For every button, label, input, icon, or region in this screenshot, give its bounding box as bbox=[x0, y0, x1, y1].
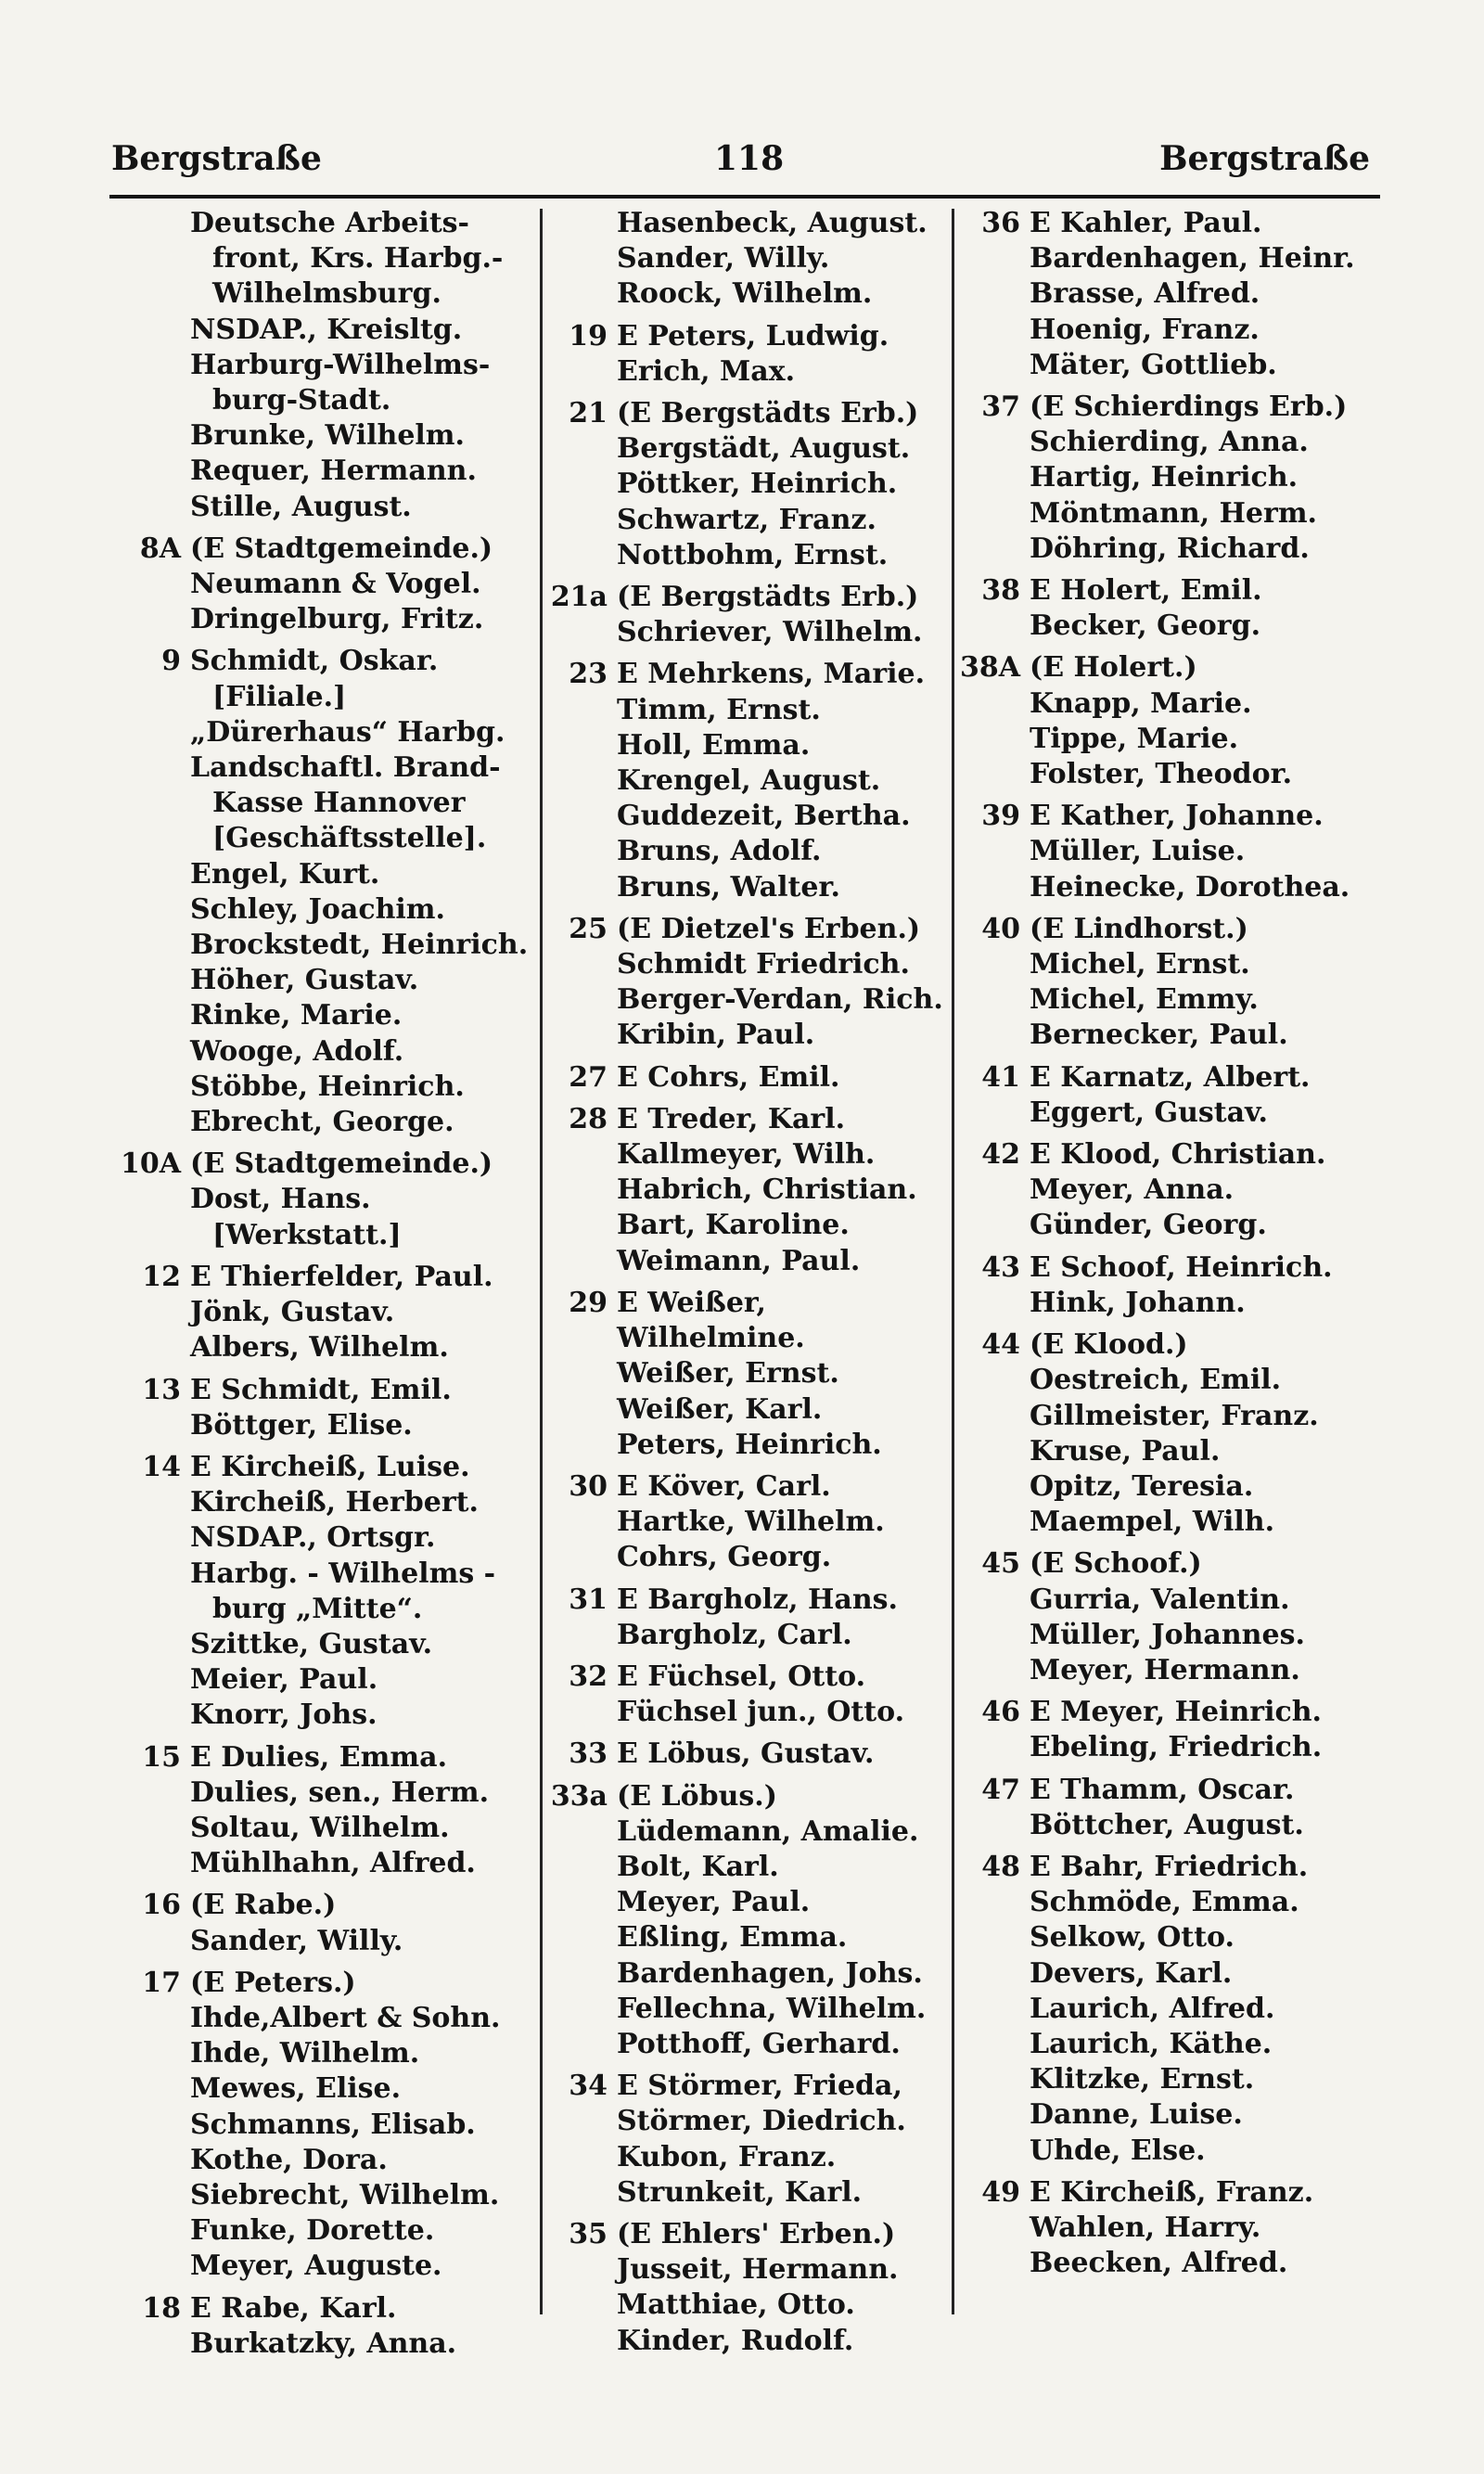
resident-line: E Klood, Christian. bbox=[1030, 1138, 1326, 1172]
resident-line: Brasse, Alfred. bbox=[1030, 277, 1260, 311]
directory-entry bbox=[543, 396, 951, 573]
directory-entry bbox=[955, 206, 1384, 383]
directory-entry bbox=[116, 532, 538, 638]
house-number: 38A bbox=[959, 651, 1020, 685]
house-number: 39 bbox=[981, 800, 1020, 833]
resident-line: Siebrecht, Wilhelm. bbox=[190, 2178, 500, 2211]
resident-line: (E Holert.) bbox=[1030, 651, 1197, 685]
directory-entry bbox=[543, 2217, 951, 2359]
house-number: 49 bbox=[981, 2175, 1020, 2209]
resident-line: Sander, Willy. bbox=[617, 242, 830, 276]
resident-line: Kothe, Dora. bbox=[190, 2143, 388, 2176]
resident-line: Hartig, Heinrich. bbox=[1030, 461, 1298, 494]
resident-line: Neumann & Vogel. bbox=[190, 568, 481, 601]
house-number: 48 bbox=[981, 1850, 1020, 1883]
resident-line: Peters, Heinrich. bbox=[617, 1428, 882, 1461]
directory-entry bbox=[543, 912, 951, 1054]
resident-line: Bruns, Adolf. bbox=[617, 835, 822, 868]
resident-line: Jönk, Gustav. bbox=[190, 1296, 395, 1329]
resident-line: Rinke, Marie. bbox=[190, 999, 403, 1032]
house-number: 25 bbox=[569, 912, 608, 945]
resident-line: Eßling, Emma. bbox=[617, 1921, 848, 1955]
resident-line: Roock, Wilhelm. bbox=[617, 277, 873, 311]
resident-line: [Filiale.] bbox=[212, 680, 347, 713]
resident-line: burg „Mitte“. bbox=[212, 1592, 423, 1625]
resident-line: Müller, Johannes. bbox=[1030, 1618, 1305, 1651]
resident-line: Becker, Georg. bbox=[1030, 609, 1261, 643]
resident-line: Knapp, Marie. bbox=[1030, 686, 1252, 720]
resident-line: (E Schoof.) bbox=[1030, 1547, 1202, 1581]
house-number: 31 bbox=[569, 1583, 608, 1616]
header-street-right: Bergstraße bbox=[1159, 139, 1370, 178]
resident-line: Strunkeit, Karl. bbox=[617, 2175, 863, 2209]
house-number: 36 bbox=[981, 207, 1020, 239]
resident-line: Guddezeit, Bertha. bbox=[617, 800, 911, 833]
resident-line: E Holert, Emil. bbox=[1030, 574, 1262, 608]
resident-line: Habrich, Christian. bbox=[617, 1173, 917, 1207]
resident-line: Schley, Joachim. bbox=[190, 892, 445, 926]
directory-entry bbox=[543, 2069, 951, 2211]
resident-line: (E Bergstädts Erb.) bbox=[617, 397, 919, 430]
house-number: 21a bbox=[550, 581, 608, 614]
resident-line: Pöttker, Heinrich. bbox=[617, 468, 898, 501]
resident-line: Heinecke, Dorothea. bbox=[1030, 870, 1350, 904]
resident-line: Erich, Max. bbox=[617, 354, 796, 388]
resident-line: E Bargholz, Hans. bbox=[617, 1583, 898, 1616]
directory-entry bbox=[116, 1260, 538, 1366]
house-number: 38 bbox=[981, 574, 1020, 608]
resident-line: E Löbus, Gustav. bbox=[617, 1737, 875, 1771]
directory-entry bbox=[543, 1286, 951, 1463]
resident-line: Albers, Wilhelm. bbox=[190, 1331, 449, 1365]
house-number: 13 bbox=[142, 1373, 181, 1406]
resident-line: Stöbbe, Heinrich. bbox=[190, 1070, 465, 1103]
resident-line: Kallmeyer, Wilh. bbox=[617, 1138, 876, 1172]
resident-line: Stille, August. bbox=[190, 490, 412, 523]
directory-entry bbox=[955, 1773, 1384, 1843]
resident-line: Mewes, Elise. bbox=[190, 2072, 402, 2106]
resident-line: E Füchsel, Otto. bbox=[617, 1660, 866, 1693]
house-number: 21 bbox=[569, 397, 608, 430]
resident-line: Schmanns, Elisab. bbox=[190, 2108, 476, 2141]
resident-line: NSDAP., Kreisltg. bbox=[190, 313, 463, 346]
house-number: 12 bbox=[142, 1260, 181, 1293]
resident-line: E Thamm, Oscar. bbox=[1030, 1773, 1295, 1806]
directory-entry bbox=[543, 1660, 951, 1730]
house-number: 33 bbox=[569, 1737, 608, 1771]
house-number: 43 bbox=[981, 1250, 1020, 1284]
house-number: 42 bbox=[981, 1138, 1020, 1172]
resident-line: (E Löbus.) bbox=[617, 1779, 777, 1813]
resident-line: Weißer, Karl. bbox=[617, 1392, 823, 1426]
directory-entry bbox=[955, 912, 1384, 1054]
house-number: 19 bbox=[569, 319, 608, 353]
directory-entry bbox=[955, 1695, 1384, 1765]
house-number: 41 bbox=[981, 1060, 1020, 1094]
resident-line: [Werkstatt.] bbox=[212, 1218, 402, 1251]
column-3 bbox=[955, 206, 1384, 2281]
resident-line: (E Stadtgemeinde.) bbox=[190, 1147, 493, 1181]
column-divider bbox=[952, 209, 954, 2314]
resident-line: Harburg-Wilhelms- bbox=[190, 348, 491, 381]
resident-line: E Karnatz, Albert. bbox=[1030, 1060, 1311, 1094]
house-number: 35 bbox=[569, 2217, 608, 2250]
resident-line: Kasse Hannover bbox=[212, 787, 466, 820]
resident-line: NSDAP., Ortsgr. bbox=[190, 1521, 436, 1555]
resident-line: Höher, Gustav. bbox=[190, 964, 419, 997]
column-2 bbox=[543, 206, 951, 2359]
resident-line: Lüdemann, Amalie. bbox=[617, 1814, 919, 1848]
directory-entry bbox=[116, 206, 538, 525]
resident-line: (E Lindhorst.) bbox=[1030, 912, 1248, 945]
house-number: 46 bbox=[981, 1696, 1020, 1729]
house-number: 18 bbox=[142, 2291, 181, 2325]
house-number: 32 bbox=[569, 1660, 608, 1693]
resident-line: E Kahler, Paul. bbox=[1030, 207, 1262, 239]
resident-line: Holl, Emma. bbox=[617, 728, 811, 762]
resident-line: Sander, Willy. bbox=[190, 1924, 403, 1957]
directory-entry bbox=[116, 644, 538, 1140]
resident-line: E Peters, Ludwig. bbox=[617, 319, 889, 353]
resident-line: front, Krs. Harbg.- bbox=[212, 242, 504, 276]
directory-entry bbox=[955, 573, 1384, 644]
resident-line: Wilhelmsburg. bbox=[212, 277, 441, 311]
resident-line: E Köver, Carl. bbox=[617, 1469, 831, 1503]
resident-line: Tippe, Marie. bbox=[1030, 722, 1239, 755]
directory-entry bbox=[543, 206, 951, 313]
resident-line: Dost, Hans. bbox=[190, 1183, 371, 1216]
resident-line: Mäter, Gottlieb. bbox=[1030, 348, 1277, 381]
house-number: 27 bbox=[569, 1060, 608, 1094]
resident-line: Schmidt, Oskar. bbox=[190, 645, 439, 678]
directory-entry bbox=[955, 1850, 1384, 2169]
resident-line: Mühlhahn, Alfred. bbox=[190, 1847, 476, 1880]
resident-line: Bruns, Walter. bbox=[617, 870, 840, 904]
resident-line: Hoenig, Franz. bbox=[1030, 313, 1260, 346]
resident-line: (E Peters.) bbox=[190, 1966, 356, 1999]
resident-line: Dulies, sen., Herm. bbox=[190, 1775, 490, 1809]
resident-line: „Dürerhaus“ Harbg. bbox=[190, 715, 505, 749]
directory-entry bbox=[116, 1373, 538, 1443]
resident-line: Michel, Ernst. bbox=[1030, 948, 1250, 981]
resident-line: Gillmeister, Franz. bbox=[1030, 1399, 1319, 1432]
house-number: 40 bbox=[981, 912, 1020, 945]
directory-entry bbox=[955, 2175, 1384, 2282]
resident-line: Folster, Theodor. bbox=[1030, 758, 1293, 791]
page-number: 118 bbox=[714, 139, 785, 178]
resident-line: Schriever, Wilhelm. bbox=[617, 616, 923, 649]
resident-line: Beecken, Alfred. bbox=[1030, 2247, 1288, 2280]
directory-entry bbox=[955, 1250, 1384, 1321]
resident-line: Soltau, Wilhelm. bbox=[190, 1811, 450, 1844]
resident-line: Meyer, Auguste. bbox=[190, 2250, 442, 2283]
resident-line: E Rabe, Karl. bbox=[190, 2291, 397, 2325]
resident-line: Böttcher, August. bbox=[1030, 1808, 1304, 1841]
house-number: 45 bbox=[981, 1547, 1020, 1581]
resident-line: Engel, Kurt. bbox=[190, 857, 380, 891]
resident-line: Döhring, Richard. bbox=[1030, 532, 1310, 565]
house-number: 17 bbox=[142, 1966, 181, 1999]
resident-line: burg-Stadt. bbox=[212, 384, 391, 417]
directory-entry bbox=[543, 319, 951, 390]
directory-entry bbox=[543, 1779, 951, 2063]
resident-line: Bolt, Karl. bbox=[617, 1850, 779, 1883]
resident-line: Gurria, Valentin. bbox=[1030, 1583, 1290, 1616]
house-number: 16 bbox=[142, 1889, 181, 1922]
directory-entry bbox=[543, 1060, 951, 1096]
resident-line: Szittke, Gustav. bbox=[190, 1627, 433, 1660]
header-street-left: Bergstraße bbox=[111, 139, 322, 178]
resident-line: Brunke, Wilhelm. bbox=[190, 419, 465, 453]
resident-line: Störmer, Diedrich. bbox=[617, 2105, 906, 2138]
column-1 bbox=[116, 206, 538, 2362]
resident-line: (E Ehlers' Erben.) bbox=[617, 2217, 896, 2250]
resident-line: Meyer, Paul. bbox=[617, 1886, 811, 1919]
directory-entry bbox=[543, 1737, 951, 1772]
resident-line: E Treder, Karl. bbox=[617, 1102, 846, 1135]
resident-line: Opitz, Teresia. bbox=[1030, 1469, 1254, 1503]
directory-entry bbox=[116, 1147, 538, 1253]
resident-line: (E Stadtgemeinde.) bbox=[190, 532, 493, 565]
directory-entry bbox=[543, 1469, 951, 1576]
resident-line: Krengel, August. bbox=[617, 764, 881, 798]
resident-line: Meier, Paul. bbox=[190, 1663, 378, 1697]
resident-line: Bardenhagen, Johs. bbox=[617, 1956, 923, 1990]
directory-entry bbox=[543, 580, 951, 650]
directory-entry bbox=[116, 2291, 538, 2362]
resident-line: Klitzke, Ernst. bbox=[1030, 2063, 1255, 2096]
resident-line: Wahlen, Harry. bbox=[1030, 2211, 1261, 2244]
resident-line: Knorr, Johs. bbox=[190, 1698, 377, 1732]
header-rule bbox=[109, 195, 1380, 199]
house-number: 33a bbox=[550, 1779, 608, 1813]
resident-line: E Dulies, Emma. bbox=[190, 1740, 448, 1774]
resident-line: Matthiae, Otto. bbox=[617, 2288, 855, 2322]
resident-line: Schmidt Friedrich. bbox=[617, 948, 910, 981]
resident-line: Ebeling, Friedrich. bbox=[1030, 1731, 1323, 1764]
directory-entry bbox=[955, 1137, 1384, 1244]
resident-line: Jusseit, Hermann. bbox=[617, 2253, 899, 2287]
house-number: 10A bbox=[120, 1147, 181, 1181]
resident-line: E Meyer, Heinrich. bbox=[1030, 1696, 1322, 1729]
resident-line: Funke, Dorette. bbox=[190, 2214, 435, 2248]
house-number: 30 bbox=[569, 1469, 608, 1503]
resident-line: Weißer, Ernst. bbox=[617, 1357, 839, 1391]
directory-entry bbox=[116, 1450, 538, 1734]
house-number: 37 bbox=[981, 391, 1020, 424]
house-number: 15 bbox=[142, 1740, 181, 1774]
directory-entry bbox=[955, 650, 1384, 792]
resident-line: E Bahr, Friedrich. bbox=[1030, 1850, 1309, 1883]
directory-entry bbox=[543, 1102, 951, 1279]
house-number: 28 bbox=[569, 1102, 608, 1135]
resident-line: [Geschäftsstelle]. bbox=[212, 822, 487, 855]
resident-line: (E Schierdings Erb.) bbox=[1030, 391, 1348, 424]
resident-line: Oestreich, Emil. bbox=[1030, 1364, 1282, 1397]
resident-line: Schwartz, Franz. bbox=[617, 503, 876, 536]
directory-entry bbox=[955, 799, 1384, 905]
resident-line: Bernecker, Paul. bbox=[1030, 1019, 1288, 1052]
resident-line: Harbg. - Wilhelms - bbox=[190, 1557, 496, 1590]
resident-line: Hink, Johann. bbox=[1030, 1286, 1246, 1319]
resident-line: Kircheiß, Herbert. bbox=[190, 1486, 479, 1519]
resident-line: Hasenbeck, August. bbox=[617, 207, 928, 239]
directory-entry bbox=[955, 1327, 1384, 1540]
resident-line: Schmöde, Emma. bbox=[1030, 1886, 1299, 1919]
resident-line: Brockstedt, Heinrich. bbox=[190, 929, 529, 962]
house-number: 44 bbox=[981, 1328, 1020, 1362]
resident-line: E Kather, Johanne. bbox=[1030, 800, 1324, 833]
resident-line: Hartke, Wilhelm. bbox=[617, 1506, 885, 1539]
resident-line: E Schoof, Heinrich. bbox=[1030, 1250, 1333, 1284]
resident-line: Müller, Luise. bbox=[1030, 835, 1246, 868]
resident-line: Eggert, Gustav. bbox=[1030, 1096, 1268, 1129]
resident-line: Weimann, Paul. bbox=[617, 1244, 861, 1277]
resident-line: Michel, Emmy. bbox=[1030, 983, 1259, 1017]
directory-entry bbox=[955, 390, 1384, 567]
resident-line: Möntmann, Herm. bbox=[1030, 496, 1318, 530]
house-number: 34 bbox=[569, 2070, 608, 2103]
resident-line: E Schmidt, Emil. bbox=[190, 1373, 452, 1406]
resident-line: Burkatzky, Anna. bbox=[190, 2327, 457, 2360]
resident-line: (E Klood.) bbox=[1030, 1328, 1188, 1362]
resident-line: Meyer, Hermann. bbox=[1030, 1653, 1300, 1686]
resident-line: Kinder, Rudolf. bbox=[617, 2324, 854, 2357]
directory-entry bbox=[543, 1583, 951, 1653]
resident-line: Kruse, Paul. bbox=[1030, 1434, 1221, 1468]
resident-line: Kubon, Franz. bbox=[617, 2140, 837, 2173]
house-number: 47 bbox=[981, 1773, 1020, 1806]
directory-entry bbox=[116, 1888, 538, 1958]
resident-line: Potthoff, Gerhard. bbox=[617, 2027, 901, 2060]
resident-line: Nottbohm, Ernst. bbox=[617, 538, 889, 571]
directory-entry bbox=[543, 657, 951, 904]
resident-line: E Weißer, bbox=[617, 1286, 766, 1319]
house-number: 14 bbox=[142, 1450, 181, 1483]
directory-entry bbox=[955, 1546, 1384, 1688]
resident-line: Böttger, Elise. bbox=[190, 1408, 413, 1442]
resident-line: Deutsche Arbeits- bbox=[190, 207, 470, 239]
resident-line: Günder, Georg. bbox=[1030, 1209, 1267, 1242]
resident-line: Kribin, Paul. bbox=[617, 1019, 815, 1052]
resident-line: E Mehrkens, Marie. bbox=[617, 658, 926, 691]
resident-line: Wilhelmine. bbox=[617, 1322, 805, 1355]
resident-line: Fellechna, Wilhelm. bbox=[617, 1992, 927, 2025]
directory-entry bbox=[955, 1060, 1384, 1131]
resident-line: Berger-Verdan, Rich. bbox=[617, 983, 943, 1017]
resident-line: Cohrs, Georg. bbox=[617, 1541, 832, 1574]
resident-line: (E Dietzel's Erben.) bbox=[617, 912, 921, 945]
resident-line: Selkow, Otto. bbox=[1030, 1921, 1235, 1955]
resident-line: Bergstädt, August. bbox=[617, 432, 911, 466]
resident-line: Dringelburg, Fritz. bbox=[190, 603, 484, 636]
resident-line: Devers, Karl. bbox=[1030, 1956, 1233, 1990]
resident-line: E Thierfelder, Paul. bbox=[190, 1260, 493, 1293]
resident-line: Requer, Hermann. bbox=[190, 455, 477, 488]
resident-line: Ihde, Wilhelm. bbox=[190, 2037, 420, 2070]
resident-line: E Cohrs, Emil. bbox=[617, 1060, 840, 1094]
resident-line: Ebrecht, George. bbox=[190, 1106, 454, 1139]
resident-line: Füchsel jun., Otto. bbox=[617, 1696, 905, 1729]
resident-line: Laurich, Alfred. bbox=[1030, 1992, 1275, 2025]
resident-line: Laurich, Käthe. bbox=[1030, 2027, 1273, 2060]
house-number: 9 bbox=[161, 645, 181, 678]
resident-line: (E Bergstädts Erb.) bbox=[617, 581, 919, 614]
resident-line: Maempel, Wilh. bbox=[1030, 1506, 1275, 1539]
resident-line: (E Rabe.) bbox=[190, 1889, 337, 1922]
resident-line: Timm, Ernst. bbox=[617, 693, 821, 726]
resident-line: Schierding, Anna. bbox=[1030, 426, 1309, 459]
resident-line: Danne, Luise. bbox=[1030, 2098, 1243, 2132]
house-number: 8A bbox=[139, 532, 181, 565]
house-number: 29 bbox=[569, 1286, 608, 1319]
resident-line: Meyer, Anna. bbox=[1030, 1173, 1235, 1207]
resident-line: E Störmer, Frieda, bbox=[617, 2070, 902, 2103]
resident-line: Landschaftl. Brand- bbox=[190, 751, 501, 785]
house-number: 23 bbox=[569, 658, 608, 691]
resident-line: Bargholz, Carl. bbox=[617, 1618, 852, 1651]
resident-line: Bardenhagen, Heinr. bbox=[1030, 242, 1355, 276]
resident-line: Uhde, Else. bbox=[1030, 2134, 1206, 2167]
directory-entry bbox=[116, 1740, 538, 1882]
resident-line: E Kircheiß, Franz. bbox=[1030, 2175, 1314, 2209]
resident-line: Wooge, Adolf. bbox=[190, 1034, 404, 1068]
resident-line: Bart, Karoline. bbox=[617, 1209, 850, 1242]
directory-entry bbox=[116, 1966, 538, 2285]
resident-line: E Kircheiß, Luise. bbox=[190, 1450, 470, 1483]
resident-line: Ihde,Albert & Sohn. bbox=[190, 2001, 501, 2034]
